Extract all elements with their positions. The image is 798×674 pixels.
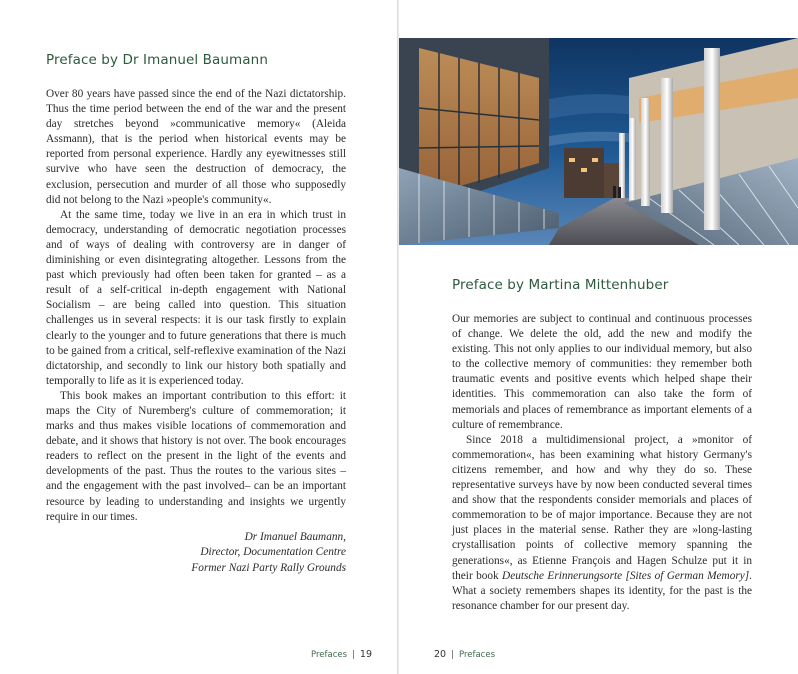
paragraph (452, 433, 752, 614)
signature-institution: Former Nazi Party Rally Grounds (191, 561, 346, 574)
footer-section: Prefaces (458, 650, 496, 660)
paragraph: At the same time, today we live in an era in which trust in democracy, understanding of democratic negotiation processes and of ways of dealing with controversy are in danger of diminishing or even disintegrating altogether. Lessons from the past which previously had often been taken for granted – as a result of a self-critical in-depth engagement with National Socialism – are being called into question. This situation challenges us in several respects: it is our task firstly to explain clearly to the younger and to future generations that there is much to be gained from a critical, self-reflexive examination of the Nazi dictatorship, and secondly to link our history both spatially and temporally to life as it is experienced today. (46, 208, 346, 387)
page-number: 20 (434, 649, 447, 660)
paragraph-text: . What a society remembers shapes its identity, for the past is the resonance chamber for our present day. (452, 569, 752, 612)
left-page-heading: Preface by Dr Imanuel Baumann (46, 52, 268, 68)
footer-section: Prefaces (311, 650, 348, 660)
paragraph-text: Since 2018 a multidimensional project, a »monitor of commemoration«, has been examining what history Germany's citizens remember, and how and why they do so. These representative surveys have by now been conducted several times and show that the respondents consider memorials and places of commemoration to be of major importance. Because they are not just places in the material sense. Rather they are »long-lasting crystallisation points of collective memory spanning the generations«, as Etienne François and Hagen Schulze put it in their book (452, 433, 752, 582)
page-number: 19 (359, 649, 373, 660)
right-page (399, 0, 798, 674)
signature-name: Dr Imanuel Baumann, (244, 531, 346, 543)
right-page-body (452, 312, 752, 614)
signature-block (46, 530, 346, 576)
left-page (0, 0, 397, 674)
signature-role: Director, Documentation Centre (200, 546, 346, 559)
paragraph: Our memories are subject to continual and continuous processes of change. We delete the old, add the new and modify the existing. This not only applies to our individual memory, but also to the collective memory of communities: they remember both traumatic events and positive events which helped shape their identities. This commemoration can also take the form of memorials and places of remembrance as important elements of a culture of remembrance. (452, 313, 752, 431)
paragraph: This book makes an important contribution to this effort: it maps the City of Nuremberg's culture of commemoration; it marks and thus makes visible locations of commemoration and debate, and it shows that history is not over. The book encourages readers to reflect on the present in the light of the events and developments of the past. Thus the routes to the various sites – and the engagement with the past involved– can be an important resource by leading to understanding and insights we urgently require in our times. (46, 389, 346, 523)
left-footer (311, 649, 372, 660)
footer-separator: | (451, 650, 454, 660)
paragraph: Over 80 years have passed since the end of the Nazi dictatorship. Thus the time period between the end of the war and the present day stretches beyond »communicative memory« (Aleida Assmann), that is the period when historical events may be reported from personal experience. Hardly any eyewitnesses still survive who have seen the destruction of democracy, the exclusion, persecution and murder of all those who supposedly did not belong to the Nazi »people's community«. (46, 88, 346, 206)
right-footer (434, 649, 495, 660)
book-title: Deutsche Erinnerungsorte [Sites of German Memory] (502, 569, 750, 582)
right-page-heading: Preface by Martina Mittenhuber (452, 277, 669, 293)
left-page-body (46, 87, 346, 525)
footer-separator: | (352, 650, 355, 660)
